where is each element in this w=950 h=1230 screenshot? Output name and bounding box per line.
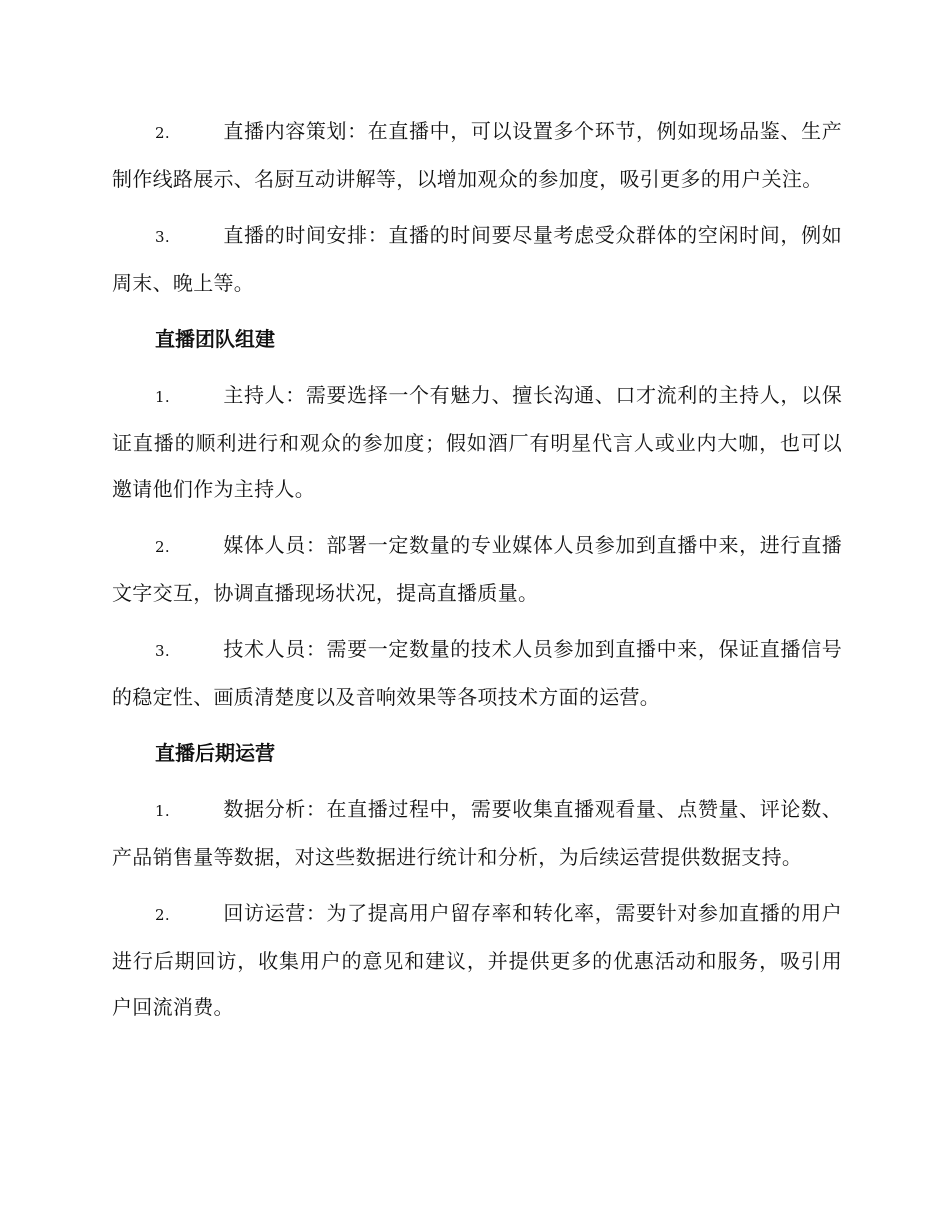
list-number: 2. — [155, 906, 170, 924]
list-item — [112, 372, 842, 512]
list-text: 技术人员：需要一定数量的技术人员参加到直播中来，保证直播信号的稳定性、画质清楚度以及音响效果等各项技术方面的运营。 — [112, 637, 842, 709]
list-item — [112, 212, 842, 306]
list-text: 媒体人员：部署一定数量的专业媒体人员参加到直播中来，进行直播文字交互，协调直播现场状况，提高直播质量。 — [112, 533, 842, 605]
list-text: 直播的时间安排：直播的时间要尽量考虑受众群体的空闲时间，例如周末、晚上等。 — [112, 223, 842, 295]
list-item — [112, 522, 842, 616]
list-number: 3. — [155, 228, 170, 246]
list-number: 2. — [155, 124, 170, 142]
list-text: 回访运营：为了提高用户留存率和转化率，需要针对参加直播的用户进行后期回访，收集用户的意见和建议，并提供更多的优惠活动和服务，吸引用户回流消费。 — [112, 901, 842, 1019]
list-item — [112, 786, 842, 880]
list-item — [112, 626, 842, 720]
list-text: 直播内容策划：在直播中，可以设置多个环节，例如现场品鉴、生产制作线路展示、名厨互动讲解等，以增加观众的参加度，吸引更多的用户关注。 — [112, 119, 842, 191]
list-item — [112, 108, 842, 202]
list-number: 2. — [155, 538, 170, 556]
list-text: 数据分析：在直播过程中，需要收集直播观看量、点赞量、评论数、产品销售量等数据，对这些数据进行统计和分析，为后续运营提供数据支持。 — [112, 797, 842, 869]
list-number: 3. — [155, 642, 170, 660]
list-item — [112, 890, 842, 1030]
section-heading: 直播团队组建 — [155, 327, 275, 351]
document-body — [112, 108, 842, 1040]
list-number: 1. — [155, 388, 170, 406]
list-text: 主持人：需要选择一个有魅力、擅长沟通、口才流利的主持人，以保证直播的顺利进行和观众的参加度；假如酒厂有明星代言人或业内大咖，也可以邀请他们作为主持人。 — [112, 383, 842, 501]
list-number: 1. — [155, 802, 170, 820]
section-heading: 直播后期运营 — [155, 741, 275, 765]
